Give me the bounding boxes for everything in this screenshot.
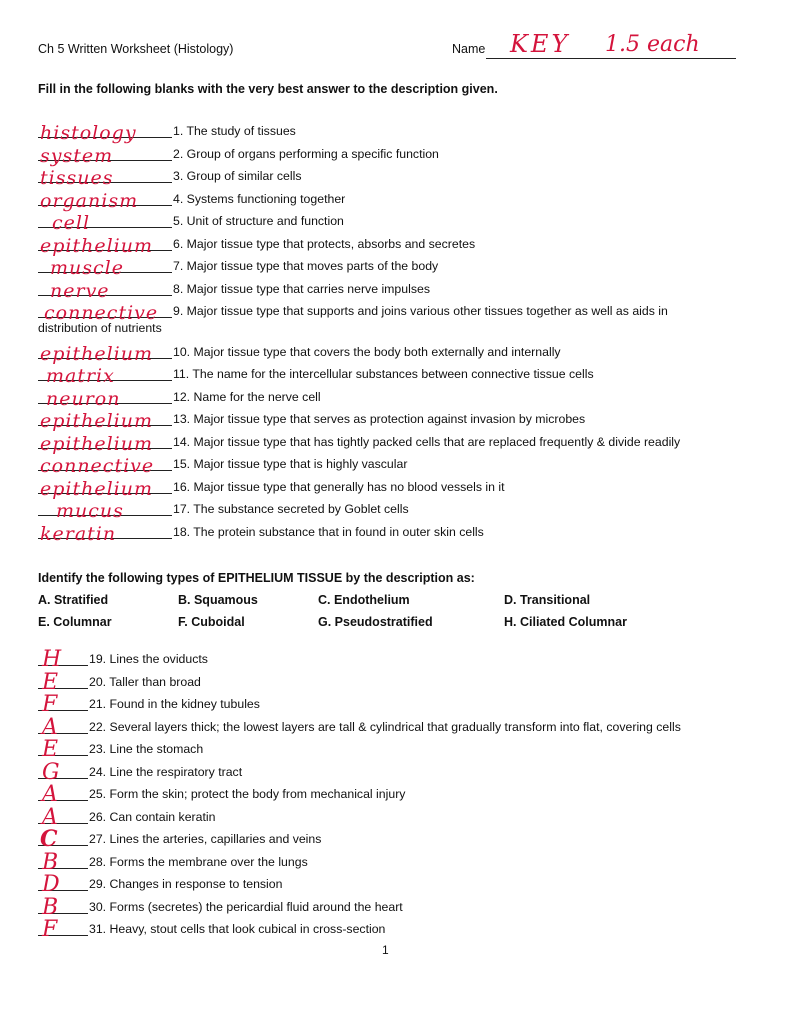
handwritten-answer: A (42, 715, 59, 740)
question-continuation: distribution of nutrients (38, 321, 162, 335)
name-value-handwritten: KEY (510, 30, 571, 58)
page-number: 1 (382, 943, 389, 957)
section1-instruction: Fill in the following blanks with the very best answer to the description given. (38, 82, 498, 96)
handwritten-answer: cell (52, 212, 91, 234)
list-item (0, 363, 791, 385)
list-item (0, 188, 791, 210)
handwritten-answer: epithelium (40, 478, 154, 500)
question-text: 3. Group of similar cells (173, 169, 302, 183)
question-text: 21. Found in the kidney tubules (89, 697, 260, 711)
question-text: 7. Major tissue type that moves parts of the body (173, 259, 439, 273)
handwritten-answer: system (40, 145, 114, 167)
worksheet-title: Ch 5 Written Worksheet (Histology) (38, 42, 234, 56)
question-text: 29. Changes in response to tension (89, 877, 283, 891)
question-text: 27. Lines the arteries, capillaries and veins (89, 832, 322, 846)
question-text: 23. Line the stomach (89, 742, 204, 756)
question-text: 11. The name for the intercellular substances between connective tissue cells (173, 367, 594, 381)
handwritten-answer: A (42, 805, 59, 830)
option-b: B. Squamous (178, 593, 258, 607)
list-item (0, 671, 791, 693)
name-field-line (486, 58, 736, 59)
list-item (0, 693, 791, 715)
question-text: 6. Major tissue type that protects, absorbs and secretes (173, 237, 476, 251)
list-item (0, 143, 791, 165)
list-item (0, 431, 791, 453)
handwritten-answer: neuron (46, 388, 121, 410)
handwritten-answer: tissues (40, 167, 114, 189)
handwritten-answer: epithelium (40, 343, 154, 365)
list-item (0, 761, 791, 783)
question-text: 17. The substance secreted by Goblet cells (173, 502, 409, 516)
handwritten-answer: E (42, 670, 60, 695)
list-item (0, 210, 791, 232)
question-text: 31. Heavy, stout cells that look cubical in cross-section (89, 922, 386, 936)
question-text: 2. Group of organs performing a specific function (173, 147, 439, 161)
handwritten-answer: D (42, 872, 61, 897)
question-text: 5. Unit of structure and function (173, 214, 344, 228)
handwritten-answer: organism (40, 190, 139, 212)
question-text: 14. Major tissue type that has tightly packed cells that are replaced frequently & divide readily (173, 435, 681, 449)
option-a: A. Stratified (38, 593, 109, 607)
list-item (0, 233, 791, 255)
points-note-handwritten: 1.5 each (605, 32, 700, 57)
list-item (0, 806, 791, 828)
list-item (0, 341, 791, 363)
handwritten-answer: A (42, 782, 59, 807)
option-f: F. Cuboidal (178, 615, 245, 629)
handwritten-answer: B (42, 895, 60, 920)
list-item (0, 828, 791, 850)
handwritten-answer: nerve (50, 280, 110, 302)
list-item (0, 300, 791, 322)
handwritten-answer: muscle (50, 257, 124, 279)
handwritten-answer: histology (40, 122, 137, 144)
option-c: C. Endothelium (318, 593, 410, 607)
list-item (0, 521, 791, 543)
handwritten-answer: mucus (56, 500, 124, 522)
question-text: 1. The study of tissues (173, 124, 296, 138)
list-item (0, 648, 791, 670)
handwritten-answer: E (42, 737, 60, 762)
question-text: 13. Major tissue type that serves as protection against invasion by microbes (173, 412, 586, 426)
name-label: Name (452, 42, 486, 56)
question-text: 4. Systems functioning together (173, 192, 346, 206)
handwritten-answer: G (42, 760, 61, 785)
list-item (0, 851, 791, 873)
list-item (0, 120, 791, 142)
handwritten-answer: F (42, 917, 59, 942)
handwritten-answer: H (42, 647, 63, 672)
list-item (0, 918, 791, 940)
handwritten-answer: C (40, 826, 59, 852)
list-item (0, 716, 791, 738)
question-text: 12. Name for the nerve cell (173, 390, 321, 404)
section2-instruction: Identify the following types of EPITHELIUM TISSUE by the description as: (38, 571, 475, 585)
handwritten-answer: epithelium (40, 410, 154, 432)
list-item (0, 873, 791, 895)
question-text: 26. Can contain keratin (89, 810, 216, 824)
handwritten-answer: epithelium (40, 235, 154, 257)
question-text: 8. Major tissue type that carries nerve impulses (173, 282, 430, 296)
list-item (0, 498, 791, 520)
handwritten-answer: B (42, 850, 60, 875)
list-item (0, 255, 791, 277)
handwritten-answer: keratin (40, 523, 117, 545)
list-item (0, 738, 791, 760)
question-text: 9. Major tissue type that supports and joins various other tissues together as well as aids in (173, 304, 668, 318)
option-e: E. Columnar (38, 615, 112, 629)
list-item (0, 278, 791, 300)
question-text: 19. Lines the oviducts (89, 652, 208, 666)
list-item (0, 386, 791, 408)
question-text: 24. Line the respiratory tract (89, 765, 243, 779)
list-item (0, 476, 791, 498)
list-item (0, 165, 791, 187)
list-item (0, 453, 791, 475)
question-text: 28. Forms the membrane over the lungs (89, 855, 308, 869)
question-text: 18. The protein substance that in found in outer skin cells (173, 525, 484, 539)
question-text: 16. Major tissue type that generally has no blood vessels in it (173, 480, 505, 494)
option-d: D. Transitional (504, 593, 591, 607)
question-text: 10. Major tissue type that covers the body both externally and internally (173, 345, 561, 359)
handwritten-answer: connective (44, 302, 159, 324)
option-h: H. Ciliated Columnar (504, 615, 627, 629)
handwritten-answer: epithelium (40, 433, 154, 455)
handwritten-answer: connective (40, 455, 155, 477)
question-text: 15. Major tissue type that is highly vascular (173, 457, 408, 471)
handwritten-answer: F (42, 692, 59, 717)
handwritten-answer: matrix (46, 365, 115, 387)
question-text: 22. Several layers thick; the lowest layers are tall & cylindrical that gradually transform into flat, covering cells (89, 720, 681, 734)
list-item (0, 896, 791, 918)
question-text: 30. Forms (secretes) the pericardial fluid around the heart (89, 900, 403, 914)
option-g: G. Pseudostratified (318, 615, 433, 629)
list-item (0, 783, 791, 805)
question-text: 25. Form the skin; protect the body from mechanical injury (89, 787, 406, 801)
question-text: 20. Taller than broad (89, 675, 201, 689)
list-item (0, 408, 791, 430)
